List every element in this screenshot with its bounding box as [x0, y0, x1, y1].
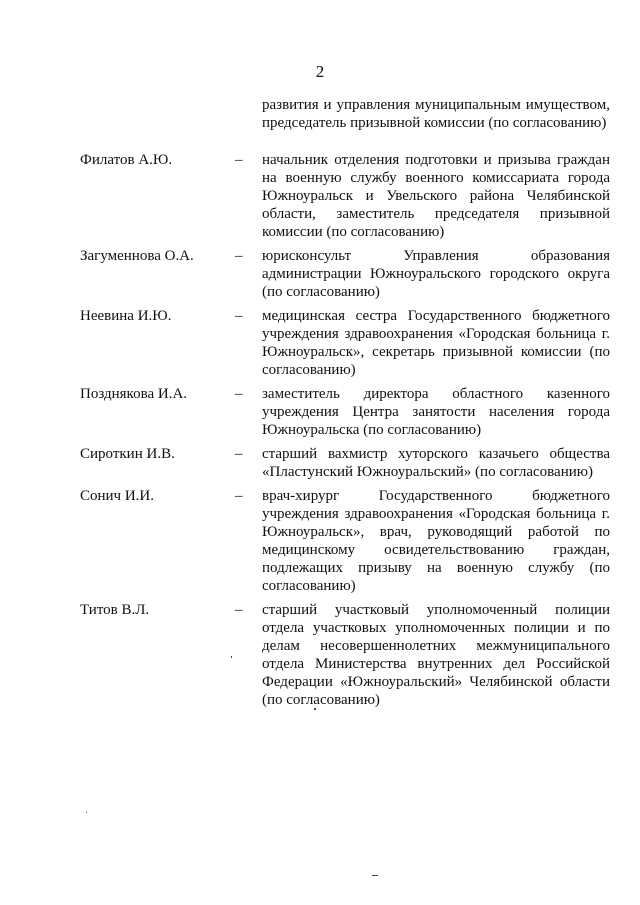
scan-speck	[86, 812, 87, 813]
page-number: 2	[315, 62, 325, 81]
member-dash: –	[235, 248, 243, 264]
member-dash: –	[235, 602, 243, 618]
member-name: Титов В.Л.	[80, 602, 150, 618]
member-dash: –	[235, 488, 243, 504]
member-name: Позднякова И.А.	[80, 386, 188, 402]
commission-members-list	[0, 151, 640, 715]
member-entry	[0, 307, 640, 379]
member-role: врач-хирург Государственного бюджетного учреждения здравоохранения «Городская больница г. Южноуральск», врач, руководящий работой по медицинскому освидетельствованию граждан, подлежащих призыву на военную службу (по согласованию)	[262, 488, 610, 594]
member-entry	[0, 247, 640, 301]
scan-speck	[314, 708, 316, 710]
member-name: Неевина И.Ю.	[80, 308, 172, 324]
member-name: Сонич И.И.	[80, 488, 155, 504]
member-entry	[0, 445, 640, 481]
member-role: старший вахмистр хуторского казачьего общества «Пластунский Южноуральский» (по согласованию)	[262, 446, 610, 480]
member-entry	[0, 385, 640, 439]
member-role: заместитель директора областного казенного учреждения Центра занятости населения города Южноуральска (по согласованию)	[262, 386, 610, 438]
member-role: старший участковый уполномоченный полиции отдела участковых уполномоченных полиции и по делам несовершеннолетних межмуниципального отдела Министерства внутренних дел Российской Федерации «Южноуральский» Челябинской области (по согласованию)	[262, 602, 610, 708]
member-dash: –	[235, 152, 243, 168]
member-dash: –	[235, 386, 243, 402]
member-name: Загуменнова О.А.	[80, 248, 194, 264]
member-name: Сироткин И.В.	[80, 446, 175, 462]
member-role: начальник отделения подготовки и призыва граждан на военную службу военного комиссариата города Южноуральск и Увельского района Челябинской области, заместитель председателя призывной комиссии (по согласованию)	[262, 152, 610, 240]
scan-speck	[372, 875, 378, 876]
member-dash: –	[235, 308, 243, 324]
member-entry	[0, 601, 640, 709]
member-entry	[0, 151, 640, 241]
member-role: юрисконсульт Управления образования администрации Южноуральского городского округа (по согласованию)	[262, 248, 610, 300]
continuation-text: развития и управления муниципальным имуществом, председатель призывной комиссии (по согласованию)	[262, 97, 610, 131]
member-name: Филатов А.Ю.	[80, 152, 173, 168]
member-entry	[0, 487, 640, 595]
member-dash: –	[235, 446, 243, 462]
member-role: медицинская сестра Государственного бюджетного учреждения здравоохранения «Городская больница г. Южноуральск», секретарь призывной комиссии (по согласованию)	[262, 308, 610, 378]
scan-speck	[231, 656, 232, 658]
